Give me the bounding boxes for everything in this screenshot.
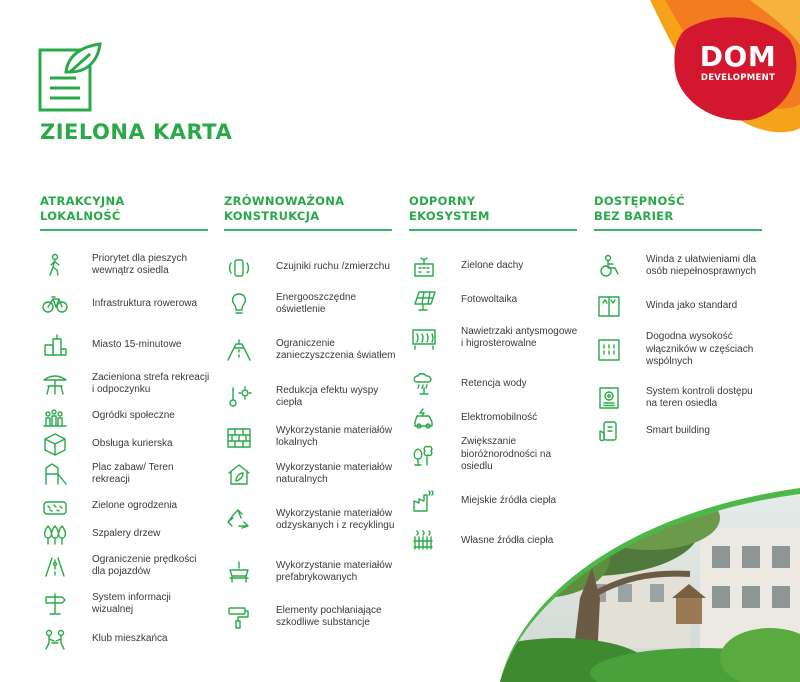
heading-line: BEZ BARIER [594, 209, 674, 223]
garden-icon [40, 403, 70, 429]
air-vent-icon [409, 325, 439, 351]
lightbulb-icon [224, 291, 254, 317]
feature-label: Fotowoltaika [461, 293, 518, 305]
feature-label: Zielone dachy [461, 259, 524, 271]
feature-item [224, 254, 392, 280]
feature-label: System kontroli dostępu na teren osiedla [646, 385, 753, 409]
thermometer-sun-icon [224, 384, 254, 410]
feature-item [594, 253, 762, 279]
feature-label: Dogodna wysokość włączników w częściach wspólnych [646, 331, 754, 367]
feature-item [40, 521, 208, 547]
feature-label: Ograniczenie zanieczyszczenia światłem [276, 337, 396, 361]
feature-label: Czujniki ruchu /zmierzchu [276, 260, 390, 272]
city-icon [40, 332, 70, 358]
feature-item [409, 287, 577, 313]
feature-label: Zwiększanie bioróżnorodności na osiedlu [461, 436, 552, 472]
feature-item [409, 436, 577, 472]
column-dostepnosc-bez-barier [594, 194, 762, 231]
playground-icon [40, 461, 70, 487]
switch-panel-icon [594, 337, 624, 363]
feature-label: Szpalery drzew [92, 527, 161, 539]
feature-item [224, 424, 392, 450]
column-atrakcyjna-lokalnosc [40, 194, 208, 231]
heading-line: EKOSYSTEM [409, 209, 490, 223]
feature-label: Zielone ogrodzenia [92, 499, 178, 511]
feature-item [40, 403, 208, 429]
feature-item [40, 591, 208, 617]
recycle-icon [224, 507, 254, 533]
prefab-icon [224, 559, 254, 585]
district-heat-icon [409, 488, 439, 514]
umbrella-table-icon [40, 371, 70, 397]
page-title: ZIELONA KARTA [40, 120, 233, 144]
column-odporny-ekosystem [409, 194, 577, 231]
pedestrian-icon [40, 252, 70, 278]
feature-item [224, 461, 392, 487]
rain-retention-icon [409, 371, 439, 397]
feature-item [224, 291, 392, 317]
feature-label: Redukcja efektu wyspy ciepła [276, 384, 379, 408]
feature-label: Infrastruktura rowerowa [92, 297, 198, 309]
feature-item [40, 291, 208, 317]
heading-line: ZRÓWNOWAŻONA [224, 194, 345, 208]
feature-label: Priorytet dla pieszych wewnątrz osiedla [92, 252, 188, 276]
feature-item [594, 385, 762, 411]
feature-item [409, 253, 577, 279]
feature-label: Miasto 15-minutowe [92, 338, 182, 350]
feature-item [224, 337, 396, 363]
feature-label: Ogródki społeczne [92, 409, 175, 421]
feature-item [594, 418, 762, 444]
column-heading [594, 194, 762, 231]
feature-label: Retencja wody [461, 377, 527, 389]
brand-subtitle: DEVELOPMENT [700, 73, 776, 83]
feature-item [224, 604, 392, 630]
bicycle-icon [40, 291, 70, 317]
column-zrownowazona-konstrukcja [224, 194, 392, 231]
brand-logo [688, 42, 788, 83]
feature-label: Elektromobilność [461, 411, 538, 423]
feature-label: Smart building [646, 424, 710, 436]
elevator-icon [594, 293, 624, 319]
speed-limit-icon [40, 553, 70, 579]
hedge-icon [40, 493, 70, 519]
bricks-icon [224, 424, 254, 450]
feature-item [40, 431, 208, 457]
feature-label: Winda jako standard [646, 299, 738, 311]
feature-label: Plac zabaw/ Teren rekreacji [92, 461, 174, 485]
eco-house-icon [224, 461, 254, 487]
heading-line: KONSTRUKCJA [224, 209, 320, 223]
feature-label: Winda z ułatwieniami dla osób niepełnosprawnych [646, 253, 757, 277]
column-heading [224, 194, 392, 231]
solar-panel-icon [409, 287, 439, 313]
electric-car-icon [409, 405, 439, 431]
feature-label: Własne źródła ciepła [461, 534, 554, 546]
green-roof-icon [409, 253, 439, 279]
heading-line: ATRAKCYJNA [40, 194, 125, 208]
feature-item [409, 325, 577, 351]
feature-item [594, 331, 762, 367]
residents-club-icon [40, 626, 70, 652]
package-icon [40, 431, 70, 457]
feature-item [224, 384, 392, 410]
feature-label: Wykorzystanie materiałów naturalnych [276, 461, 393, 485]
feature-item [594, 293, 762, 319]
feature-item [40, 252, 208, 278]
feature-item [40, 461, 208, 487]
feature-item [224, 559, 392, 585]
light-pollution-icon [224, 337, 254, 363]
column-heading [409, 194, 577, 231]
feature-label: Wykorzystanie materiałów prefabrykowanych [276, 559, 393, 583]
feature-label: Miejskie źródła ciepła [461, 494, 557, 506]
feature-item [40, 332, 208, 358]
brand-name: DOM [699, 40, 777, 73]
feature-item [40, 626, 208, 652]
feature-label: Wykorzystanie materiałów odzyskanych i z recyklingu [276, 507, 395, 531]
feature-item [224, 507, 395, 533]
feature-item [40, 371, 208, 397]
heading-line: DOSTĘPNOŚĆ [594, 194, 685, 208]
green-card-icon [36, 40, 104, 114]
feature-label: Ograniczenie prędkości dla pojazdów [92, 553, 197, 577]
wheelchair-icon [594, 253, 624, 279]
radiator-icon [409, 528, 439, 554]
heading-line: ODPORNY [409, 194, 476, 208]
signpost-icon [40, 591, 70, 617]
feature-label: Energooszczędne oświetlenie [276, 291, 357, 315]
feature-label: Klub mieszkańca [92, 632, 168, 644]
feature-label: Elementy pochłaniające szkodliwe substancje [276, 604, 382, 628]
motion-sensor-icon [224, 254, 254, 280]
feature-label: System informacji wizualnej [92, 591, 171, 615]
feature-label: Obsługa kurierska [92, 437, 173, 449]
heading-line: LOKALNOŚĆ [40, 209, 121, 223]
smart-building-icon [594, 418, 624, 444]
courtyard-photo [500, 488, 800, 682]
feature-label: Wykorzystanie materiałów lokalnych [276, 424, 393, 448]
feature-item [409, 371, 577, 397]
feature-label: Zacieniona strefa rekreacji i odpoczynku [92, 371, 210, 395]
feature-label: Nawietrzaki antysmogowe i higrosterowalne [461, 325, 578, 349]
column-heading [40, 194, 208, 231]
feature-item [40, 493, 208, 519]
access-control-icon [594, 385, 624, 411]
feature-item [40, 553, 208, 579]
feature-item [409, 405, 577, 431]
trees-icon [40, 521, 70, 547]
paint-roller-icon [224, 604, 254, 630]
biodiversity-icon [409, 442, 439, 468]
